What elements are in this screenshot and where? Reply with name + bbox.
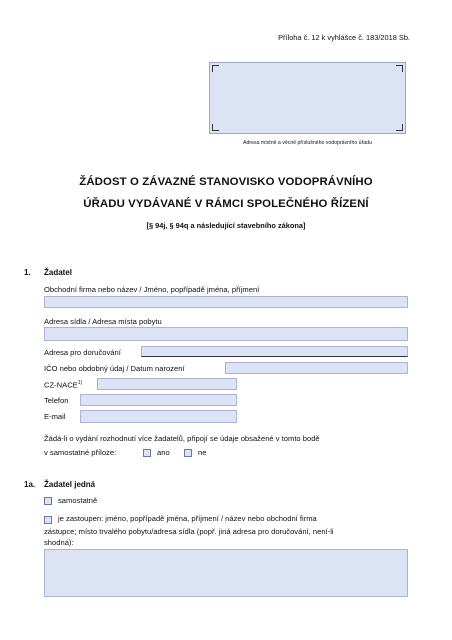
- acts-alone-label: samostatně: [58, 496, 98, 505]
- delivery-address-field[interactable]: [141, 346, 408, 357]
- corner-mark: [212, 65, 219, 72]
- ico-birthdate-field[interactable]: [225, 362, 408, 374]
- cz-nace-field[interactable]: [97, 378, 237, 390]
- office-address-caption: Adresa místně a věcně příslušného vodoprávního úřadu: [243, 140, 372, 146]
- represented-text-line3: shodná):: [44, 538, 74, 547]
- phone-label: Telefon: [44, 396, 69, 405]
- represented-checkbox[interactable]: [44, 516, 52, 524]
- phone-field[interactable]: [80, 394, 237, 406]
- email-label: E-mail: [44, 412, 66, 421]
- ico-birthdate-label: IČO nebo obdobný údaj / Datum narození: [44, 364, 185, 373]
- cz-nace-label: CZ-NACE$^{1)}$: [44, 380, 83, 390]
- residence-address-field[interactable]: [44, 327, 408, 341]
- corner-mark: [396, 65, 403, 72]
- form-subtitle: [§ 94j, § 94q a následující stavebního zákona]: [146, 221, 306, 230]
- form-title-line1: ŽÁDOST O ZÁVAZNÉ STANOVISKO VODOPRÁVNÍHO: [79, 176, 373, 188]
- form-title-line2: ÚŘADU VYDÁVANÉ V RÁMCI SPOLEČNÉHO ŘÍZENÍ: [83, 198, 369, 210]
- firm-name-label: Obchodní firma nebo název / Jméno, popřípadě jména, příjmení: [44, 285, 260, 294]
- represented-text-line1: je zastoupen: jméno, popřípadě jména, příjmení / název nebo obchodní firma: [58, 514, 317, 523]
- acts-alone-checkbox[interactable]: [44, 497, 52, 505]
- yes-label: ano: [157, 448, 170, 457]
- office-address-field[interactable]: [209, 62, 406, 134]
- firm-name-field[interactable]: [44, 296, 408, 308]
- corner-mark: [212, 124, 219, 131]
- corner-mark: [396, 124, 403, 131]
- representative-details-field[interactable]: [44, 549, 408, 597]
- no-label: ne: [198, 448, 207, 457]
- yes-checkbox[interactable]: [143, 449, 151, 457]
- section-number: 1a.: [24, 480, 36, 489]
- footnote-mark: 1): [77, 380, 83, 386]
- delivery-address-label: Adresa pro doručování: [44, 348, 121, 357]
- represented-text-line2: zástupce; místo trvalého pobytu/adresa sídla (popř. jiná adresa pro doručování, není-li: [44, 527, 334, 536]
- section-title: Žadatel: [44, 268, 73, 277]
- section-number: 1.: [24, 268, 31, 277]
- no-checkbox[interactable]: [184, 449, 192, 457]
- residence-address-label: Adresa sídla / Adresa místa pobytu: [44, 317, 162, 326]
- separate-attachment-label: v samostatné příloze:: [44, 448, 117, 457]
- email-field[interactable]: [80, 410, 237, 423]
- section-title: Žadatel jedná: [44, 480, 96, 489]
- multiple-applicants-text: Žádá-li o vydání rozhodnutí více žadatelů, připojí se údaje obsažené v tomto bodě: [44, 434, 320, 443]
- annex-reference: Příloha č. 12 k vyhlášce č. 183/2018 Sb.: [278, 33, 410, 42]
